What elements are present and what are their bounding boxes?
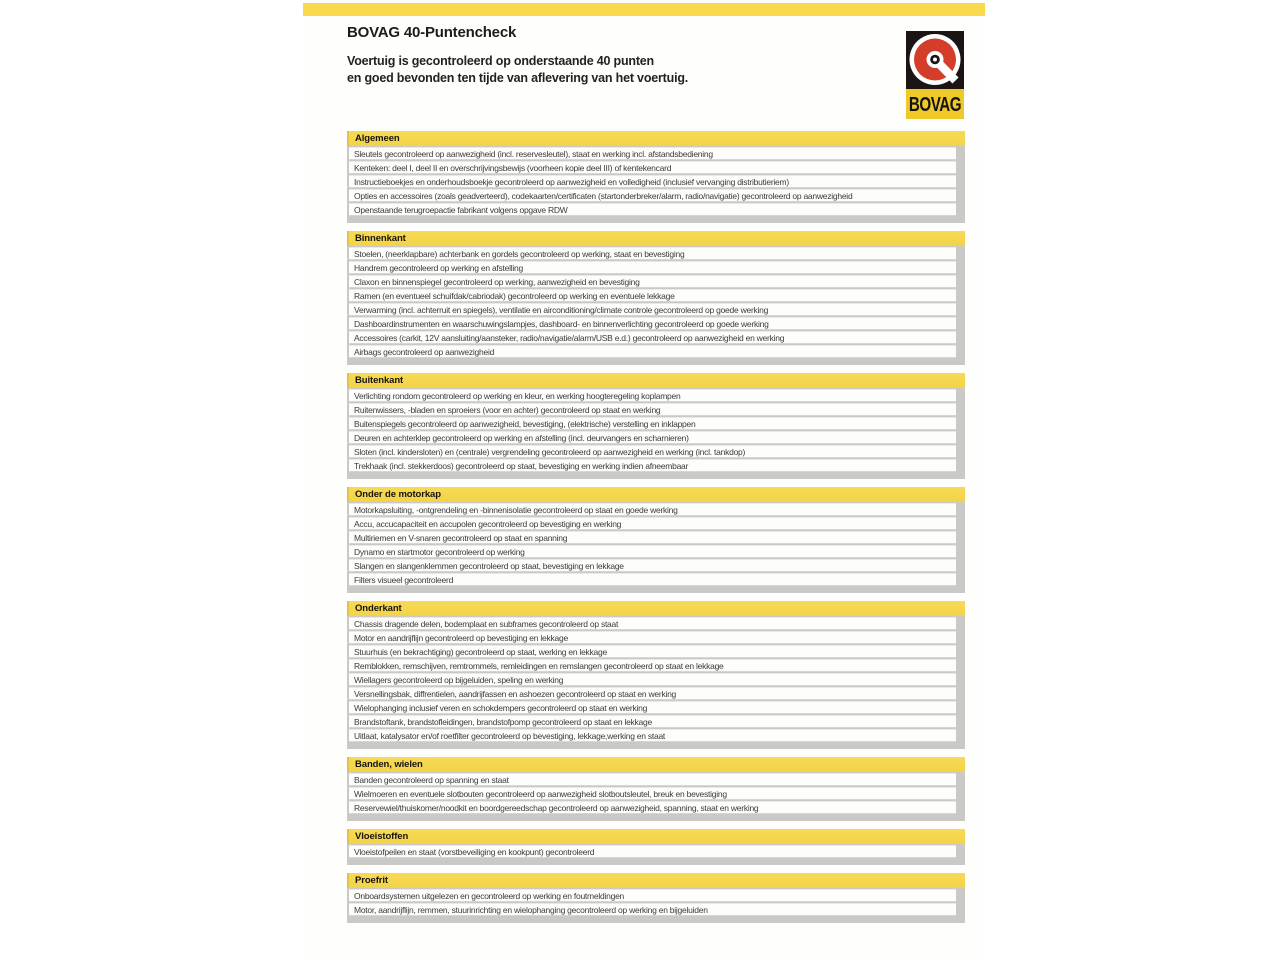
checklist-section: [347, 131, 965, 223]
section-header: Proefrit: [347, 873, 965, 888]
checklist-item: Verlichting rondom gecontroleerd op werking en kleur, en werking hoogteregeling koplampen: [349, 389, 956, 402]
checklist-item: Motor en aandrijflijn gecontroleerd op bevestiging en lekkage: [349, 631, 956, 644]
checklist-item: Slangen en slangenklemmen gecontroleerd op staat, bevestiging en lekkage: [349, 559, 956, 572]
checklist-item: Stoelen, (neerklapbare) achterbank en gordels gecontroleerd op werking, staat en bevestiging: [349, 247, 956, 260]
checklist-section: [347, 829, 965, 865]
checklist-item: Wielophanging inclusief veren en schokdempers gecontroleerd op staat en werking: [349, 701, 956, 714]
checklist-section: [347, 757, 965, 821]
checklist-item: Vloeistofpeilen en staat (vorstbeveiliging en kookpunt) gecontroleerd: [349, 845, 956, 858]
checklist-item: Buitenspiegels gecontroleerd op aanwezigheid, bevestiging, (elektrische) verstelling en inklappen: [349, 417, 956, 430]
checklist-item: Motor, aandrijflijn, remmen, stuurinrichting en wielophanging gecontroleerd op werking en bijgeluiden: [349, 903, 956, 916]
checklist-item: Motorkapsluiting, -ontgrendeling en -binnenisolatie gecontroleerd op staat en goede werking: [349, 503, 956, 516]
bovag-target-gauge-icon: [906, 31, 964, 119]
checklist-item: Filters visueel gecontroleerd: [349, 573, 956, 586]
checklist-item: Onboardsystemen uitgelezen en gecontroleerd op werking en foutmeldingen: [349, 889, 956, 902]
checklist-item: Accessoires (carkit, 12V aansluiting/aansteker, radio/navigatie/alarm/USB e.d.) gecontroleerd op aanwezigheid en werking: [349, 331, 956, 344]
checklist-item: Accu, accucapaciteit en accupolen gecontroleerd op bevestiging en werking: [349, 517, 956, 530]
checklist-item: Versnellingsbak, diffrentielen, aandrijfassen en ashoezen gecontroleerd op staat en werking: [349, 687, 956, 700]
logo-wordmark: BOVAG: [908, 92, 962, 116]
checklist-item: Trekhaak (incl. stekkerdoos) gecontroleerd op staat, bevestiging en werking indien afneembaar: [349, 459, 956, 472]
top-accent-bar: [303, 3, 985, 16]
checklist-item: Handrem gecontroleerd op werking en afstelling: [349, 261, 956, 274]
checklist-item: Ruitenwissers, -bladen en sproeiers (voor en achter) gecontroleerd op staat en werking: [349, 403, 956, 416]
section-header: Banden, wielen: [347, 757, 965, 772]
checklist-item: Reservewiel/thuiskomer/noodkit en boordgereedschap gecontroleerd op aanwezigheid, spanning, staat en werking: [349, 801, 956, 814]
checklist-item: Brandstoftank, brandstofleidingen, brandstofpomp gecontroleerd op staat en lekkage: [349, 715, 956, 728]
page-subtitle-line1: Voertuig is gecontroleerd op onderstaande 40 punten: [347, 54, 654, 68]
checklist-item: Dashboardinstrumenten en waarschuwingslampjes, dashboard- en binnenverlichting gecontroleerd op goede werking: [349, 317, 956, 330]
checklist-section: [347, 601, 965, 749]
checklist-section: [347, 487, 965, 593]
page-title: BOVAG 40-Puntencheck: [347, 24, 517, 41]
checklist-item: Wiellagers gecontroleerd op bijgeluiden, speling en werking: [349, 673, 956, 686]
checklist-item: Dynamo en startmotor gecontroleerd op werking: [349, 545, 956, 558]
checklist-item: Stuurhuis (en bekrachtiging) gecontroleerd op staat, werking en lekkage: [349, 645, 956, 658]
checklist-item: Deuren en achterklep gecontroleerd op werking en afstelling (incl. deurvangers en scharnieren): [349, 431, 956, 444]
page-subtitle-line2: en goed bevonden ten tijde van aflevering van het voertuig.: [347, 71, 689, 85]
checklist-item: Sloten (incl. kindersloten) en (centrale) vergrendeling gecontroleerd op aanwezigheid en werking (incl. tankdop): [349, 445, 956, 458]
checklist-section: [347, 231, 965, 365]
checklist-item: Kenteken: deel I, deel II en overschrijvingsbewijs (voorheen kopie deel III) of kentekencard: [349, 161, 956, 174]
bovag-logo: [906, 31, 964, 119]
checklist-item: Instructieboekjes en onderhoudsboekje gecontroleerd op aanwezigheid en volledigheid (inclusief vervanging distributieriem): [349, 175, 956, 188]
checklist-item: Ramen (en eventueel schuifdak/cabriodak) gecontroleerd op werking en eventuele lekkage: [349, 289, 956, 302]
checklist-item: Claxon en binnenspiegel gecontroleerd op werking, aanwezigheid en bevestiging: [349, 275, 956, 288]
checklist-item: Verwarming (incl. achterruit en spiegels), ventilatie en airconditioning/climate controle gecontroleerd op goede werking: [349, 303, 956, 316]
section-header: Binnenkant: [347, 231, 965, 246]
checklist-section: [347, 373, 965, 479]
checklist-item: Multiriemen en V-snaren gecontroleerd op staat en spanning: [349, 531, 956, 544]
checklist-item: Sleutels gecontroleerd op aanwezigheid (incl. reservesleutel), staat en werking incl. afstandsbediening: [349, 147, 956, 160]
document-page: [303, 0, 985, 960]
checklist-item: Openstaande terugroepactie fabrikant volgens opgave RDW: [349, 203, 956, 216]
section-header: Buitenkant: [347, 373, 965, 388]
section-header: Algemeen: [347, 131, 965, 146]
checklist-item: Uitlaat, katalysator en/of roetfilter gecontroleerd op bevestiging, lekkage,werking en staat: [349, 729, 956, 742]
checklist-item: Opties en accessoires (zoals geadverteerd), codekaarten/certificaten (startonderbreker/alarm, radio/navigatie) gecontroleerd op aanwezigheid: [349, 189, 956, 202]
section-header: Onder de motorkap: [347, 487, 965, 502]
section-header: Onderkant: [347, 601, 965, 616]
section-header: Vloeistoffen: [347, 829, 965, 844]
page-subtitle: [347, 53, 688, 87]
checklist-item: Banden gecontroleerd op spanning en staat: [349, 773, 956, 786]
checklist-item: Airbags gecontroleerd op aanwezigheid: [349, 345, 956, 358]
checklist-item: Remblokken, remschijven, remtrommels, remleidingen en remslangen gecontroleerd op staat en lekkage: [349, 659, 956, 672]
checklist-item: Chassis dragende delen, bodemplaat en subframes gecontroleerd op staat: [349, 617, 956, 630]
checklist-item: Wielmoeren en eventuele slotbouten gecontroleerd op aanwezigheid slotboutsleutel, breuk en bevestiging: [349, 787, 956, 800]
checklist: [347, 131, 965, 931]
checklist-section: [347, 873, 965, 923]
